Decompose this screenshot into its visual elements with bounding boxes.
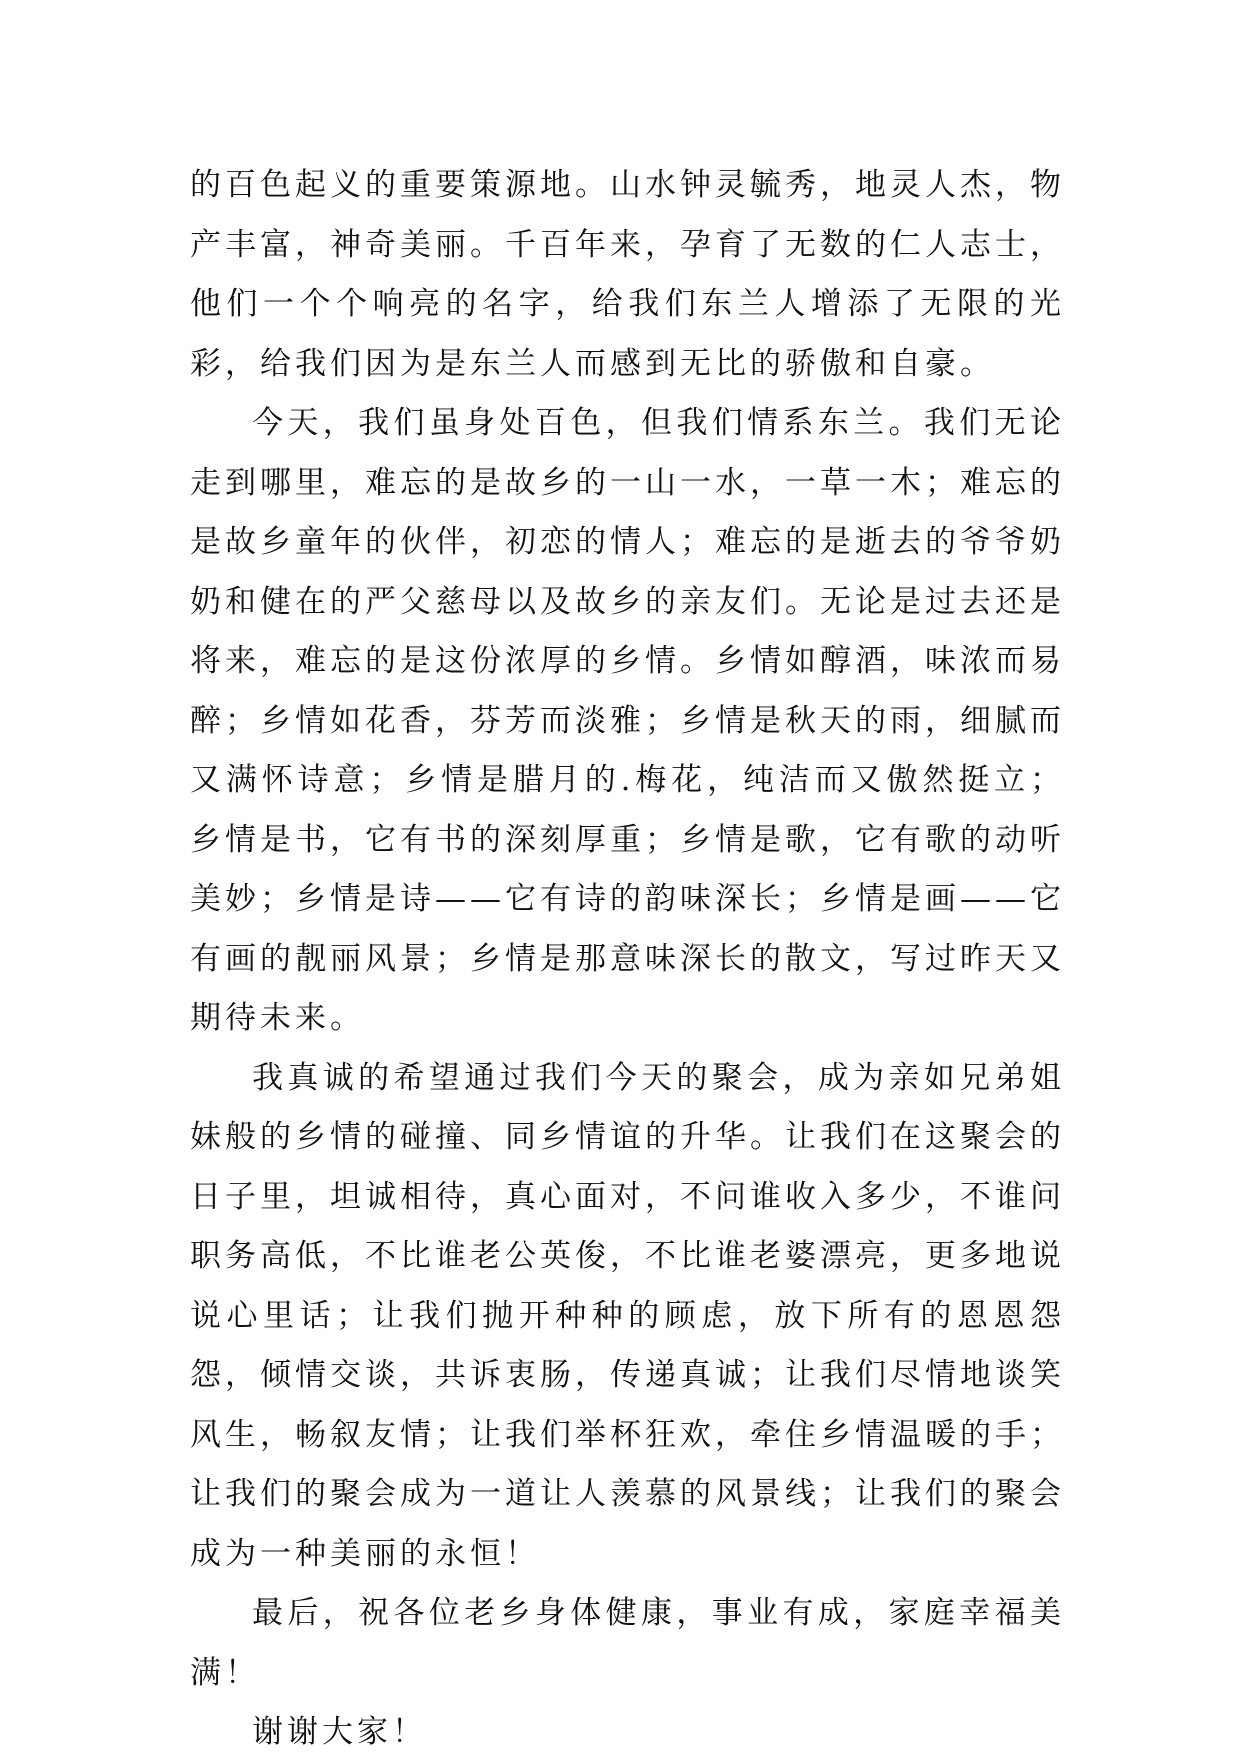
paragraph-gathering-wish: 我真诚的希望通过我们今天的聚会，成为亲如兄弟姐妹般的乡情的碰撞、同乡情谊的升华。让我们在这聚会的日子里，坦诚相待，真心面对，不问谁收入多少，不谁问职务高低，不比谁老公英俊，不比谁老婆漂亮，更多地说说心里话；让我们抛开种种的顾虑，放下所有的恩恩怨怨，倾情交谈，共诉衷肠，传递真诚；让我们尽情地谈笑风生，畅叙友情；让我们举杯狂欢，牵住乡情温暖的手；让我们的聚会成为一道让人羡慕的风景线；让我们的聚会成为一种美丽的永恒！	[190, 1059, 1065, 1572]
document-body	[190, 156, 1065, 1763]
paragraph-origin: 的百色起义的重要策源地。山水钟灵毓秀，地灵人杰，物产丰富，神奇美丽。千百年来，孕育了无数的仁人志士，他们一个个响亮的名字，给我们东兰人增添了无限的光彩，给我们因为是东兰人而感到无比的骄傲和自豪。	[190, 167, 1065, 382]
paragraph-blessing: 最后，祝各位老乡身体健康，事业有成，家庭幸福美满！	[190, 1595, 1065, 1691]
paragraph-hometown-feeling: 今天，我们虽身处百色，但我们情系东兰。我们无论走到哪里，难忘的是故乡的一山一水，一草一木；难忘的是故乡童年的伙伴，初恋的情人；难忘的是逝去的爷爷奶奶和健在的严父慈母以及故乡的亲友们。无论是过去还是将来，难忘的是这份浓厚的乡情。乡情如醇酒，味浓而易醉；乡情如花香，芬芳而淡雅；乡情是秋天的雨，细腻而又满怀诗意；乡情是腊月的.梅花，纯洁而又傲然挺立；乡情是书，它有书的深刻厚重；乡情是歌，它有歌的动听美妙；乡情是诗——它有诗的韵味深长；乡情是画——它有画的靓丽风景；乡情是那意味深长的散文，写过昨天又期待未来。	[190, 405, 1065, 1036]
paragraph-thanks: 谢谢大家！	[252, 1714, 427, 1750]
